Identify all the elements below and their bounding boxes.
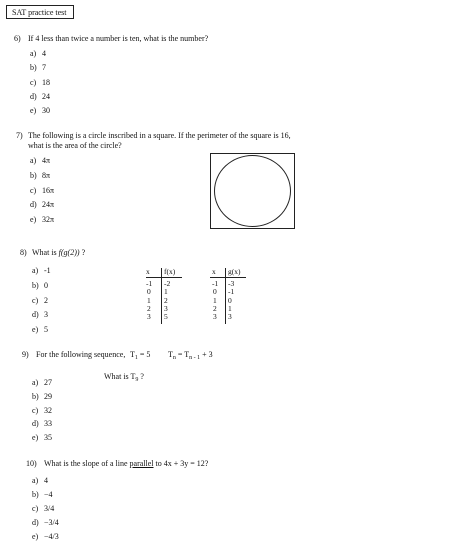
q7-option-value: 24π — [42, 200, 55, 210]
q10-number: 10) — [26, 459, 37, 468]
inscribed-circle — [214, 155, 291, 227]
table-g-header-0: x — [212, 267, 216, 276]
q8-option-label: e) — [32, 325, 39, 335]
q9-ask-prefix: What is T — [104, 372, 136, 381]
q9-tn-rhs: + 3 — [200, 350, 213, 359]
q10-option-value: 3/4 — [44, 504, 55, 513]
table-f-cell: 0 — [147, 287, 151, 297]
q6-option-label: e) — [30, 106, 37, 116]
q7-option-value: 4π — [42, 156, 51, 165]
q7-option-label: d) — [30, 200, 37, 210]
table-f-cell: 3 — [147, 312, 151, 322]
q7-option-a — [30, 157, 50, 165]
q8-number: 8) — [20, 248, 27, 257]
q9-number: 9) — [22, 350, 29, 359]
q7-text-line2: what is the area of the circle? — [28, 141, 122, 150]
q9-t1 — [130, 351, 150, 359]
q10-option-b — [32, 491, 53, 499]
q9-tn-sub2: n - 1 — [189, 355, 201, 361]
q9-option-a — [32, 379, 52, 387]
q10-option-value: −4/3 — [44, 532, 59, 541]
q8-option-d — [32, 311, 48, 319]
q8-option-value: 5 — [44, 325, 48, 335]
q9-option-value: 32 — [44, 405, 52, 415]
q8-option-label: b) — [32, 280, 39, 290]
q9-option-c — [32, 407, 52, 415]
q10-option-label: a) — [32, 476, 39, 485]
square-figure — [210, 153, 295, 229]
q10-option-label: c) — [32, 504, 39, 513]
q8-option-e — [32, 326, 48, 334]
q9-t1-lhs: T — [130, 350, 135, 359]
table-g-cell: 3 — [213, 312, 217, 322]
q10-text-underlined: parallel — [129, 459, 154, 468]
table-g-cell: 1 — [228, 303, 232, 313]
q7-option-value: 8π — [42, 170, 51, 180]
q9-ask-suffix: ? — [138, 372, 144, 381]
q10-text — [44, 460, 208, 468]
table-f — [146, 268, 186, 328]
q10-option-value: −3/4 — [44, 518, 59, 527]
q7-option-d — [30, 201, 54, 209]
q8-option-label: c) — [32, 295, 39, 305]
q10-option-d — [32, 519, 59, 527]
q7-option-label: b) — [30, 170, 37, 180]
q9-option-label: a) — [32, 378, 39, 387]
table-g-cell: 3 — [228, 312, 232, 322]
q6-number: 6) — [14, 34, 21, 43]
q9-option-value: 27 — [44, 378, 52, 387]
q8-option-value: 0 — [44, 280, 48, 290]
q6-option-a — [30, 50, 46, 58]
q7-text-line1: The following is a circle inscribed in a square. If the perimeter of the square is 16, — [28, 131, 291, 140]
q8-option-value: 3 — [44, 310, 48, 320]
q9-option-value: 29 — [44, 391, 52, 401]
q6-option-b — [30, 64, 46, 72]
q7-option-c — [30, 187, 54, 195]
q8-option-value: 2 — [44, 295, 48, 305]
q7-number: 7) — [16, 131, 23, 140]
q6-option-value: 18 — [42, 77, 50, 87]
table-f-cell: -1 — [146, 279, 153, 288]
q9-t1-sub: 1 — [134, 355, 138, 361]
q7-option-b — [30, 172, 50, 180]
q6-option-c — [30, 79, 50, 87]
q6-option-d — [30, 93, 50, 101]
table-g-header-rule — [210, 277, 246, 278]
q9-option-label: d) — [32, 419, 39, 429]
q10-option-value: 4 — [44, 476, 48, 485]
q9-option-label: b) — [32, 391, 39, 401]
q7-option-value: 32π — [42, 215, 55, 225]
q9-option-e — [32, 434, 52, 442]
q8-text-prefix: What is — [32, 248, 59, 257]
table-f-cell: 5 — [164, 312, 168, 322]
q8-option-label: d) — [32, 310, 39, 320]
table-f-header-1: f(x) — [164, 267, 176, 276]
q6-option-value: 24 — [42, 91, 50, 101]
q9-option-label: e) — [32, 433, 39, 443]
q7-option-label: e) — [30, 215, 37, 225]
table-g-column-rule — [225, 268, 226, 324]
q8-option-label: a) — [32, 266, 39, 275]
q9-option-d — [32, 420, 52, 428]
q10-option-label: e) — [32, 532, 39, 541]
q9-tn-sub: n — [172, 355, 176, 361]
q7-option-e — [30, 216, 54, 224]
q6-option-label: c) — [30, 77, 37, 87]
q9-ask-sub: 9 — [135, 377, 139, 383]
q9-option-value: 33 — [44, 419, 52, 429]
table-g — [210, 268, 254, 328]
table-f-cell: 1 — [164, 287, 168, 297]
q10-option-value: −4 — [44, 490, 53, 499]
q6-option-value: 4 — [42, 49, 46, 58]
table-f-cell: 2 — [164, 295, 168, 305]
q6-option-value: 7 — [42, 63, 46, 73]
q6-option-label: a) — [30, 49, 37, 58]
table-g-cell: 0 — [228, 295, 232, 305]
q8-text-suffix: ? — [79, 248, 86, 257]
q9-ask — [104, 373, 144, 381]
q9-tn-lhs: T — [168, 350, 173, 359]
q6-option-label: d) — [30, 91, 37, 101]
table-f-cell: 1 — [147, 295, 151, 305]
q6-text: If 4 less than twice a number is ten, what is the number? — [28, 34, 209, 43]
q6-option-e — [30, 107, 50, 115]
table-f-header-rule — [146, 277, 182, 278]
q10-option-c — [32, 505, 54, 513]
q8-option-value: -1 — [44, 266, 51, 275]
table-f-column-rule — [161, 268, 162, 324]
table-f-cell: 2 — [147, 303, 151, 313]
table-g-cell: -1 — [228, 287, 235, 297]
q10-text-prefix: What is the slope of a line — [44, 459, 130, 468]
q7-option-value: 16π — [42, 185, 55, 195]
q9-text: For the following sequence, — [36, 350, 126, 359]
q9-tn-mid: = T — [175, 350, 190, 359]
table-g-cell: 2 — [213, 303, 217, 313]
table-f-cell: -2 — [164, 279, 171, 288]
table-f-header-0: x — [146, 267, 150, 276]
q9-option-b — [32, 393, 52, 401]
table-g-cell: 1 — [213, 295, 217, 305]
table-g-cell: 0 — [213, 287, 217, 297]
q10-option-a — [32, 477, 48, 485]
q10-option-label: b) — [32, 490, 39, 499]
q10-option-label: d) — [32, 518, 39, 527]
test-title-box — [6, 5, 74, 19]
q10-text-suffix: to 4x + 3y = 12? — [153, 459, 209, 468]
q9-option-value: 35 — [44, 433, 52, 443]
test-title: SAT practice test — [12, 8, 67, 17]
q9-tn — [168, 351, 213, 359]
q9-t1-rhs: = 5 — [137, 350, 151, 359]
q8-option-c — [32, 297, 48, 305]
q8-text-func: f(g(2)) — [58, 248, 80, 257]
q9-option-label: c) — [32, 405, 39, 415]
table-g-cell: -3 — [228, 279, 235, 288]
q7-option-label: c) — [30, 185, 37, 195]
table-f-cell: 3 — [164, 303, 168, 313]
table-g-header-1: g(x) — [228, 267, 241, 276]
q10-option-e — [32, 533, 59, 541]
q8-option-b — [32, 282, 48, 290]
q8-text — [32, 249, 85, 257]
table-g-cell: -1 — [212, 279, 219, 288]
q7-option-label: a) — [30, 156, 37, 165]
q6-option-label: b) — [30, 63, 37, 73]
q8-option-a — [32, 267, 51, 275]
q6-option-value: 30 — [42, 106, 50, 116]
